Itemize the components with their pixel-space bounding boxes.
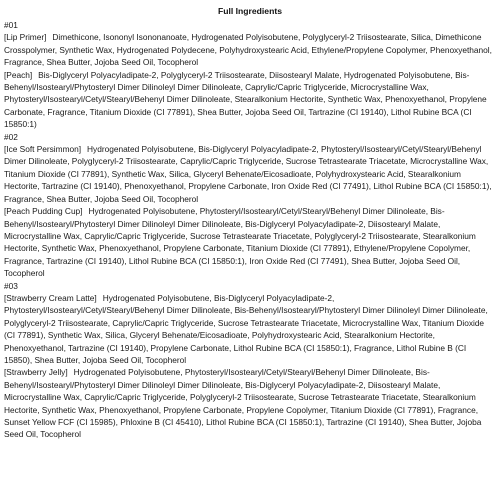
product-name-lip-primer: [Lip Primer] bbox=[4, 32, 47, 43]
product-ingredients-peach-pudding-cup: Hydrogenated Polyisobutene, Phytosteryl/Isostearyl/Cetyl/Stearyl/Behenyl Dimer Dilinoleate, Bis-Behenyl/Isostearyl/Phytosteryl Dimer Dilinoleyl Dimer Dilinoleate, Bis-Diglyceryl Polyacyladipate-2, Diisostearyl Malate, Microcrystalline Wax, Caprylic/Capric Triglyceride, Sucrose Tetrastearate Triacetate, Polyglyceryl-2 Triisostearate, Stearalkonium Hectorite, Synthetic Wax, Phenoxyethanol, Propylene Carbonate, Titanium Dioxide (CI 77891), Ethylene/Propylene Copolymer, Fragrance, Tartrazine (CI 19140), Lithol Rubine BCA (CI 15850:1), Iron Oxide Red (CI 77491), Shea Butter, Jojoba Seed Oil, Tocopherol bbox=[4, 206, 476, 279]
ingredients-body bbox=[4, 19, 496, 441]
product-ingredients-peach: Bis-Diglyceryl Polyacyladipate-2, Polyglyceryl-2 Triisostearate, Diisostearyl Malate, Hydrogenated Polyisobutene, Bis-Behenyl/Isostearyl/Phytosteryl Dimer Dilinoleyl Dimer Dilinoleate, Caprylic/Capric Triglyceride, Microcrystalline Wax, Phytosteryl/Isostearyl/Cetyl/Stearyl/Behenyl Dimer Dilinoleate, Stearalkonium Hectorite, Synthetic Wax, Phenoxyethanol, Propylene Carbonate, Fragrance, Titanium Dioxide (CI 77891), Shea Butter, Jojoba Seed Oil, Tartrazine (CI 19140), Lithol Rubine BCA (CI 15850:1) bbox=[4, 69, 487, 130]
product-name-ice-soft-persimmon: [Ice Soft Persimmon] bbox=[4, 144, 82, 155]
product-ingredients-strawberry-jelly: Hydrogenated Polyisobutene, Phytosteryl/Isostearyl/Cetyl/Stearyl/Behenyl Dimer Dilinoleate, Bis-Behenyl/Isostearyl/Phytosteryl Dimer Dilinoleyl Dimer Dilinoleate, Bis-Diglyceryl Polyacyladipate-2, Diisostearyl Malate, Microcrystalline Wax, Caprylic/Capric Triglyceride, Polyglyceryl-2 Triisostearate, Sucrose Tetrastearate Triacetate, Stearalkonium Hectorite, Synthetic Wax, Phenoxyethanol, Propylene Carbonate, Propylene Copolymer, Titanium Dioxide (CI 77891), Fragrance, Sunset Yellow FCF (CI 15985), Phloxine B (CI 45410), Lithol Rubine BCA (CI 15850:1), Tartrazine (CI 19140), Shea Butter, Jojoba Seed Oil, Tocopherol bbox=[4, 367, 482, 440]
product-entry-strawberry-jelly bbox=[4, 366, 496, 440]
set-label-01: #01 bbox=[4, 20, 18, 30]
product-entry-lip-primer bbox=[4, 31, 496, 68]
product-name-strawberry-jelly: [Strawberry Jelly] bbox=[4, 367, 68, 378]
product-ingredients-lip-primer: Dimethicone, Isononyl Isononanoate, Hydrogenated Polyisobutene, Polyglyceryl-2 Triisostearate, Silica, Dimethicone Crosspolymer, Synthetic Wax, Hydrogenated Polydecene, Polyhydroxystearic Acid, Ethylene/Propylene Copolymer, Phenoxyethanol, Fragrance, Shea Butter, Jojoba Seed Oil, Tocopherol bbox=[4, 32, 492, 68]
product-entry-ice-soft-persimmon bbox=[4, 143, 496, 205]
product-name-peach: [Peach] bbox=[4, 69, 33, 80]
set-label-03: #03 bbox=[4, 280, 18, 291]
product-entry-peach bbox=[4, 69, 496, 131]
product-name-strawberry-cream-latte: [Strawberry Cream Latte] bbox=[4, 292, 97, 303]
set-label-02: #02 bbox=[4, 131, 18, 142]
ingredients-document bbox=[4, 4, 496, 496]
product-entry-strawberry-cream-latte bbox=[4, 292, 496, 366]
product-entry-peach-pudding-cup bbox=[4, 205, 496, 279]
page-title: Full Ingredients bbox=[218, 6, 282, 16]
product-name-peach-pudding-cup: [Peach Pudding Cup] bbox=[4, 206, 83, 217]
product-ingredients-ice-soft-persimmon: Hydrogenated Polyisobutene, Bis-Diglyceryl Polyacyladipate-2, Phytosteryl/Isostearyl/Cetyl/Stearyl/Behenyl Dimer Dilinoleate, Polyglyceryl-2 Triisostearate, Caprylic/Capric Triglyceride, Sucrose Tetrastearate Triacetate, Microcrystalline Wax, Titanium Dioxide (CI 77891), Synthetic Wax, Silica, Glyceryl Behenate/Eicosadioate, Polyhydroxystearic Acid, Stearalkonium Hectorite, Tartrazine (CI 19140), Phenoxyethanol, Propylene Carbonate, Iron Oxide Red (CI 77491), Lithol Rubine BCA (CI 15850:1), Fragrance, Shea Butter, Jojoba Seed Oil, Tocopherol bbox=[4, 144, 492, 204]
product-ingredients-strawberry-cream-latte: Hydrogenated Polyisobutene, Bis-Diglyceryl Polyacyladipate-2, Phytosteryl/Isostearyl/Cetyl/Stearyl/Behenyl Dimer Dilinoleate, Bis-Behenyl/Isostearyl/Phytosteryl Dimer Dilinoleyl Dimer Dilinoleate, Polyglyceryl-2 Triisostearate, Caprylic/Capric Triglyceride, Sucrose Tetrastearate Triacetate, Microcrystalline Wax, Titanium Dioxide (CI 77891), Synthetic Wax, Silica, Glyceryl Behenate/Eicosadioate, Polyhydroxystearic Acid, Stearalkonium Hectorite, Phenoxyethanol, Tartrazine (CI 19140), Propylene Carbonate, Lithol Rubine BCA (CI 15850:1), Fragrance, Lithol Rubine B (CI 15850), Shea Butter, Jojoba Seed Oil, Tocopherol bbox=[4, 292, 488, 365]
